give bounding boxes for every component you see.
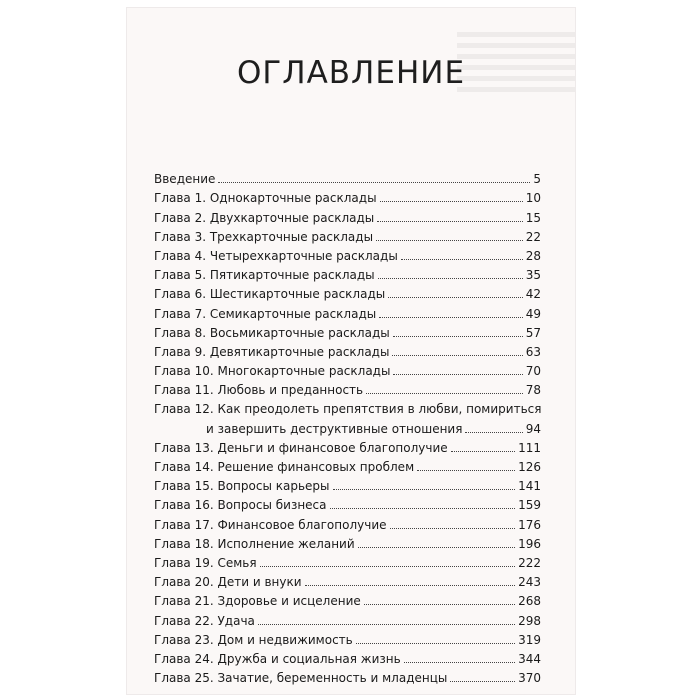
toc-entry — [154, 436, 541, 455]
toc-entry — [154, 455, 541, 474]
toc-leader-dots — [390, 527, 516, 529]
toc-page-number: 49 — [525, 306, 541, 321]
toc-entry-label: Глава 1. Однокарточные расклады — [154, 191, 377, 206]
toc-entry — [154, 301, 541, 320]
toc-page-number: 319 — [518, 632, 541, 647]
toc-entry-label: Глава 17. Финансовое благополучие — [154, 517, 387, 532]
toc-leader-dots — [260, 565, 516, 567]
toc-page-number: 111 — [518, 440, 541, 455]
toc-entry-label: Глава 2. Двухкарточные расклады — [154, 210, 375, 225]
toc-page-number: 176 — [518, 517, 541, 532]
toc-leader-dots — [378, 277, 523, 279]
toc-page-number: 78 — [525, 383, 541, 398]
toc-entry-label: Глава 7. Семикарточные расклады — [154, 306, 377, 321]
toc-page-number: 94 — [525, 421, 541, 436]
toc-page-number: 344 — [518, 651, 541, 666]
toc-entry — [154, 359, 541, 378]
toc-page-number: 28 — [525, 248, 541, 263]
toc-entry-label: Глава 9. Девятикарточные расклады — [154, 344, 390, 359]
toc-page-number: 22 — [525, 229, 541, 244]
toc-entry — [154, 570, 541, 589]
toc-entry — [154, 666, 541, 685]
toc-leader-dots — [258, 623, 515, 625]
toc-entry-label: Глава 23. Дом и недвижимость — [154, 632, 353, 647]
toc-page-number: 141 — [518, 479, 541, 494]
toc-page-number: 10 — [525, 191, 541, 206]
toc-entry-label: Глава 19. Семья — [154, 555, 257, 570]
toc-leader-dots — [417, 469, 515, 471]
toc-page-number: 222 — [518, 555, 541, 570]
show-through-line — [457, 32, 575, 37]
toc-entry — [154, 225, 541, 244]
toc-entry-label: Введение — [154, 172, 216, 187]
toc-leader-dots — [393, 373, 522, 375]
toc-entry — [154, 647, 541, 666]
toc-leader-dots — [404, 661, 515, 663]
book-page — [127, 8, 575, 694]
toc-leader-dots — [393, 335, 523, 337]
toc-page-number: 70 — [525, 364, 541, 379]
toc-entry-label: Глава 4. Четырехкарточные расклады — [154, 248, 398, 263]
toc-page-number: 298 — [518, 613, 541, 628]
toc-entry-label-continued: и завершить деструктивные отношения — [206, 421, 463, 436]
toc-leader-dots — [450, 680, 515, 682]
toc-entry-label: Глава 18. Исполнение желаний — [154, 536, 355, 551]
toc-page-number: 126 — [518, 460, 541, 474]
toc-entry-label: Глава 10. Многокарточные расклады — [154, 364, 391, 379]
toc-entry — [154, 205, 541, 224]
toc-page-number: 57 — [525, 325, 541, 340]
toc-page-number: 35 — [525, 268, 541, 283]
toc-entry-label: Глава 24. Дружба и социальная жизнь — [154, 651, 401, 666]
toc-page-number: 196 — [518, 536, 541, 551]
toc-entry — [154, 282, 541, 301]
toc-entry — [154, 263, 541, 282]
toc-leader-dots — [358, 546, 515, 548]
toc-page-number: 42 — [525, 287, 541, 302]
show-through-line — [457, 43, 575, 48]
toc-entry-label: Глава 11. Любовь и преданность — [154, 383, 364, 398]
toc-page-number: 243 — [518, 575, 541, 590]
toc-entry-label: Глава 14. Решение финансовых проблем — [154, 460, 415, 474]
toc-entry — [154, 608, 541, 627]
toc-leader-dots — [451, 450, 515, 452]
toc-leader-dots — [377, 220, 522, 222]
toc-entry-line — [154, 416, 541, 435]
toc-entry — [154, 512, 541, 531]
toc-page-number: 268 — [518, 594, 541, 609]
toc-leader-dots — [465, 431, 522, 433]
toc-entry-label: Глава 20. Дети и внуки — [154, 575, 302, 590]
toc-entry — [154, 378, 541, 397]
table-of-contents — [154, 167, 541, 685]
toc-entry — [154, 551, 541, 570]
toc-entry-label: Глава 8. Восьмикарточные расклады — [154, 325, 390, 340]
toc-entry-label: Глава 6. Шестикарточные расклады — [154, 287, 386, 302]
toc-entry-label: Глава 12. Как преодолеть препятствия в любви, помириться — [154, 402, 542, 417]
toc-leader-dots — [379, 316, 522, 318]
toc-entry-label: Глава 21. Здоровье и исцеление — [154, 594, 361, 609]
page-title: ОГЛАВЛЕНИЕ — [236, 55, 466, 91]
toc-leader-dots — [376, 239, 523, 241]
toc-entry — [154, 532, 541, 551]
toc-entry-label: Глава 3. Трехкарточные расклады — [154, 229, 374, 244]
toc-entry-label: Глава 13. Деньги и финансовое благополучие — [154, 440, 448, 455]
toc-entry — [154, 397, 541, 435]
toc-entry-label: Глава 5. Пятикарточные расклады — [154, 268, 375, 283]
toc-leader-dots — [392, 354, 522, 356]
toc-entry-label: Глава 25. Зачатие, беременность и младенцы — [154, 671, 448, 686]
toc-leader-dots — [388, 296, 523, 298]
toc-entry — [154, 321, 541, 340]
toc-leader-dots — [305, 584, 516, 586]
toc-leader-dots — [330, 507, 516, 509]
toc-entry — [154, 474, 541, 493]
toc-entry — [154, 186, 541, 205]
toc-entry — [154, 167, 541, 186]
toc-entry-label: Глава 16. Вопросы бизнеса — [154, 498, 327, 513]
toc-entry-label: Глава 22. Удача — [154, 613, 255, 628]
toc-page-number: 63 — [525, 344, 541, 359]
toc-leader-dots — [401, 258, 523, 260]
toc-entry — [154, 589, 541, 608]
toc-leader-dots — [218, 181, 530, 183]
toc-entry-line — [154, 397, 541, 416]
toc-entry — [154, 244, 541, 263]
toc-page-number: 370 — [518, 671, 541, 686]
toc-page-number: 159 — [518, 498, 541, 513]
toc-entry — [154, 628, 541, 647]
toc-entry-label: Глава 15. Вопросы карьеры — [154, 479, 330, 494]
toc-leader-dots — [356, 642, 515, 644]
toc-entry — [154, 493, 541, 512]
toc-leader-dots — [364, 603, 515, 605]
toc-page-number: 15 — [525, 210, 541, 225]
toc-leader-dots — [380, 200, 523, 202]
toc-leader-dots — [366, 392, 523, 394]
toc-page-number: 5 — [533, 172, 541, 187]
toc-leader-dots — [333, 488, 516, 490]
toc-entry — [154, 340, 541, 359]
